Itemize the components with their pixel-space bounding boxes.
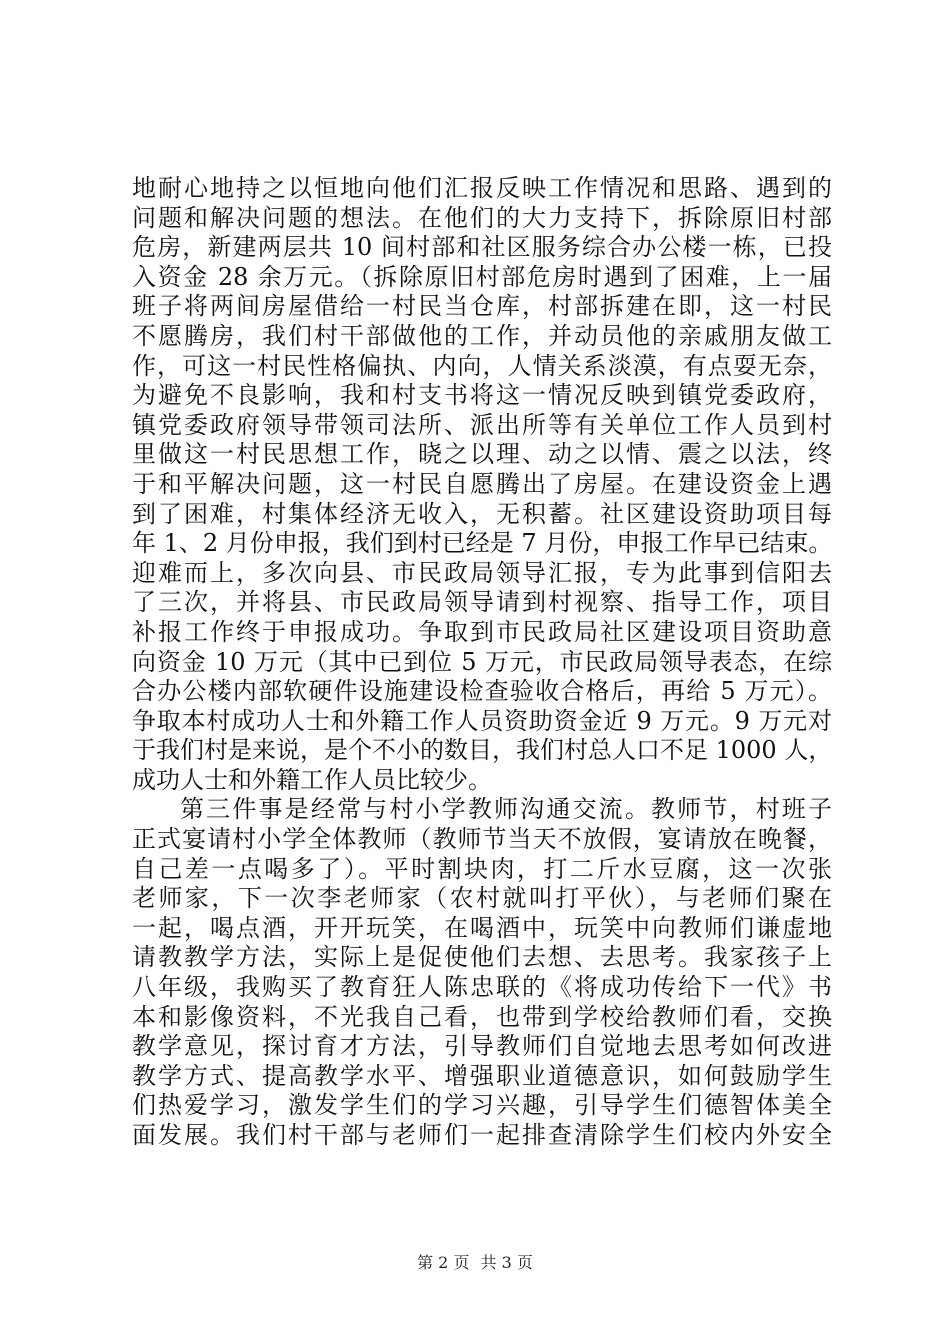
text-line: 问题和解决问题的想法。在他们的大力支持下，拆除原旧村部 <box>132 203 832 232</box>
text-line: 入资金 28 余万元。（拆除原旧村部危房时遇到了困难，上一届 <box>132 262 832 291</box>
text-line: 作，可这一村民性格偏执、内向，人情关系淡漠，有点耍无奈， <box>132 351 832 380</box>
text-line: 正式宴请村小学全体教师（教师节当天不放假，宴请放在晚餐， <box>132 825 832 854</box>
text-line: 本和影像资料，不光我自己看，也带到学校给教师们看，交换 <box>132 1002 832 1031</box>
text-line: 争取本村成功人士和外籍工作人员资助资金近 9 万元。9 万元对 <box>132 706 832 735</box>
text-line: 教学意见，探讨育才方法，引导教师们自觉地去思考如何改进 <box>132 1032 832 1061</box>
text-line: 教学方式、提高教学水平、增强职业道德意识，如何鼓励学生 <box>132 1061 832 1090</box>
text-line: 请教教学方法，实际上是促使他们去想、去思考。我家孩子上 <box>132 943 832 972</box>
text-line: 向资金 10 万元（其中已到位 5 万元，市民政局领导表态，在综 <box>132 647 832 676</box>
paragraph-start-line: 第三件事是经常与村小学教师沟通交流。教师节，村班子 <box>180 795 832 824</box>
text-line: 一起，喝点酒，开开玩笑，在喝酒中，玩笑中向教师们谦虚地 <box>132 913 832 942</box>
text-line: 合办公楼内部软硬件设施建设检查验收合格后，再给 5 万元）。 <box>132 677 832 706</box>
text-line: 里做这一村民思想工作，晓之以理、动之以情、震之以法，终 <box>132 440 832 469</box>
text-line: 了三次，并将县、市民政局领导请到村视察、指导工作，项目 <box>132 588 832 617</box>
text-line: 老师家，下一次李老师家（农村就叫打平伙），与老师们聚在 <box>132 884 832 913</box>
text-line: 于我们村是来说，是个不小的数目，我们村总人口不足 1000 人， <box>132 736 833 765</box>
text-line: 面发展。我们村干部与老师们一起排查清除学生们校内外安全 <box>132 1121 832 1149</box>
text-line: 迎难而上，多次向县、市民政局领导汇报，专为此事到信阳去 <box>132 558 832 587</box>
paragraph-end-line: 成功人士和外籍工作人员比较少。 <box>132 765 492 794</box>
text-line: 地耐心地持之以恒地向他们汇报反映工作情况和思路、遇到的 <box>132 174 832 202</box>
text-line: 八年级，我购买了教育狂人陈忠联的《将成功传给下一代》书 <box>132 973 832 1002</box>
text-line: 于和平解决问题，这一村民自愿腾出了房屋。在建设资金上遇 <box>132 469 832 498</box>
text-line: 危房，新建两层共 10 间村部和社区服务综合办公楼一栋，已投 <box>132 233 832 262</box>
text-line: 们热爱学习，激发学生们的学习兴趣，引导学生们德智体美全 <box>132 1091 832 1120</box>
page-footer <box>0 1250 950 1273</box>
page-total: 共 3 页 <box>480 1253 533 1272</box>
text-line: 班子将两间房屋借给一村民当仓库，村部拆建在即，这一村民 <box>132 292 832 321</box>
text-line: 到了困难，村集体经济无收入，无积蓄。社区建设资助项目每 <box>132 499 832 528</box>
text-line: 不愿腾房，我们村干部做他的工作，并动员他的亲戚朋友做工 <box>132 321 832 350</box>
text-line: 年 1、2 月份申报，我们到村已经是 7 月份，申报工作早已结束。 <box>132 529 833 558</box>
text-line: 镇党委政府领导带领司法所、派出所等有关单位工作人员到村 <box>132 410 832 439</box>
page-number: 第 2 页 <box>417 1253 470 1272</box>
text-line: 为避免不良影响，我和村支书将这一情况反映到镇党委政府， <box>132 381 832 410</box>
text-line: 自己差一点喝多了）。平时割块肉，打二斤水豆腐，这一次张 <box>132 854 832 883</box>
body-text <box>132 174 832 1151</box>
text-line: 补报工作终于申报成功。争取到市民政局社区建设项目资助意 <box>132 617 832 646</box>
